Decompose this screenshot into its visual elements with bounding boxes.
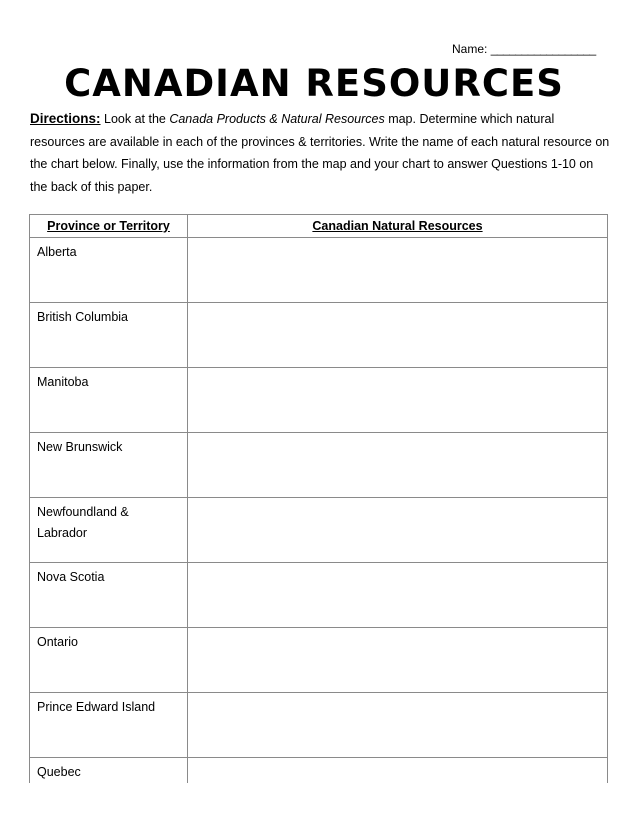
directions-label: Directions: [30, 111, 101, 126]
province-cell: Quebec [30, 758, 188, 784]
resource-answer-cell[interactable] [188, 628, 608, 693]
province-cell: New Brunswick [30, 433, 188, 498]
province-cell: British Columbia [30, 303, 188, 368]
table-row [30, 628, 608, 693]
resource-answer-cell[interactable] [188, 238, 608, 303]
directions-text-before: Look at the [100, 112, 170, 126]
resource-answer-cell[interactable] [188, 498, 608, 563]
header-resources: Canadian Natural Resources [188, 215, 608, 238]
resource-answer-cell[interactable] [188, 563, 608, 628]
province-cell: Alberta [30, 238, 188, 303]
chart-header-row [30, 215, 608, 238]
worksheet-title-container [0, 60, 638, 108]
province-cell: Manitoba [30, 368, 188, 433]
resources-chart [29, 214, 608, 783]
table-row [30, 693, 608, 758]
table-row [30, 758, 608, 784]
table-row [30, 433, 608, 498]
province-cell: Newfoundland & Labrador [30, 498, 188, 563]
directions-paragraph [30, 108, 610, 198]
table-row [30, 498, 608, 563]
directions-text-after: map. Determine which natural resources are available in each of the provinces & territories. Write the name of each natural resource on the chart below. Finally, use the information from the map and your chart to answer Questions 1-10 on the back of this paper. [30, 112, 610, 194]
resource-answer-cell[interactable] [188, 433, 608, 498]
worksheet-title: CANADIAN RESOURCES [64, 62, 564, 105]
table-row [30, 563, 608, 628]
table-row [30, 303, 608, 368]
province-cell: Ontario [30, 628, 188, 693]
name-blank-line[interactable]: _________________ [490, 42, 596, 56]
header-province: Province or Territory [30, 215, 188, 238]
name-field [452, 42, 596, 56]
resource-answer-cell[interactable] [188, 758, 608, 784]
resource-answer-cell[interactable] [188, 368, 608, 433]
resource-answer-cell[interactable] [188, 693, 608, 758]
table-row [30, 368, 608, 433]
resource-answer-cell[interactable] [188, 303, 608, 368]
table-row [30, 238, 608, 303]
province-cell: Nova Scotia [30, 563, 188, 628]
province-cell: Prince Edward Island [30, 693, 188, 758]
directions-map-name: Canada Products & Natural Resources [169, 112, 385, 126]
name-label: Name: [452, 42, 488, 56]
